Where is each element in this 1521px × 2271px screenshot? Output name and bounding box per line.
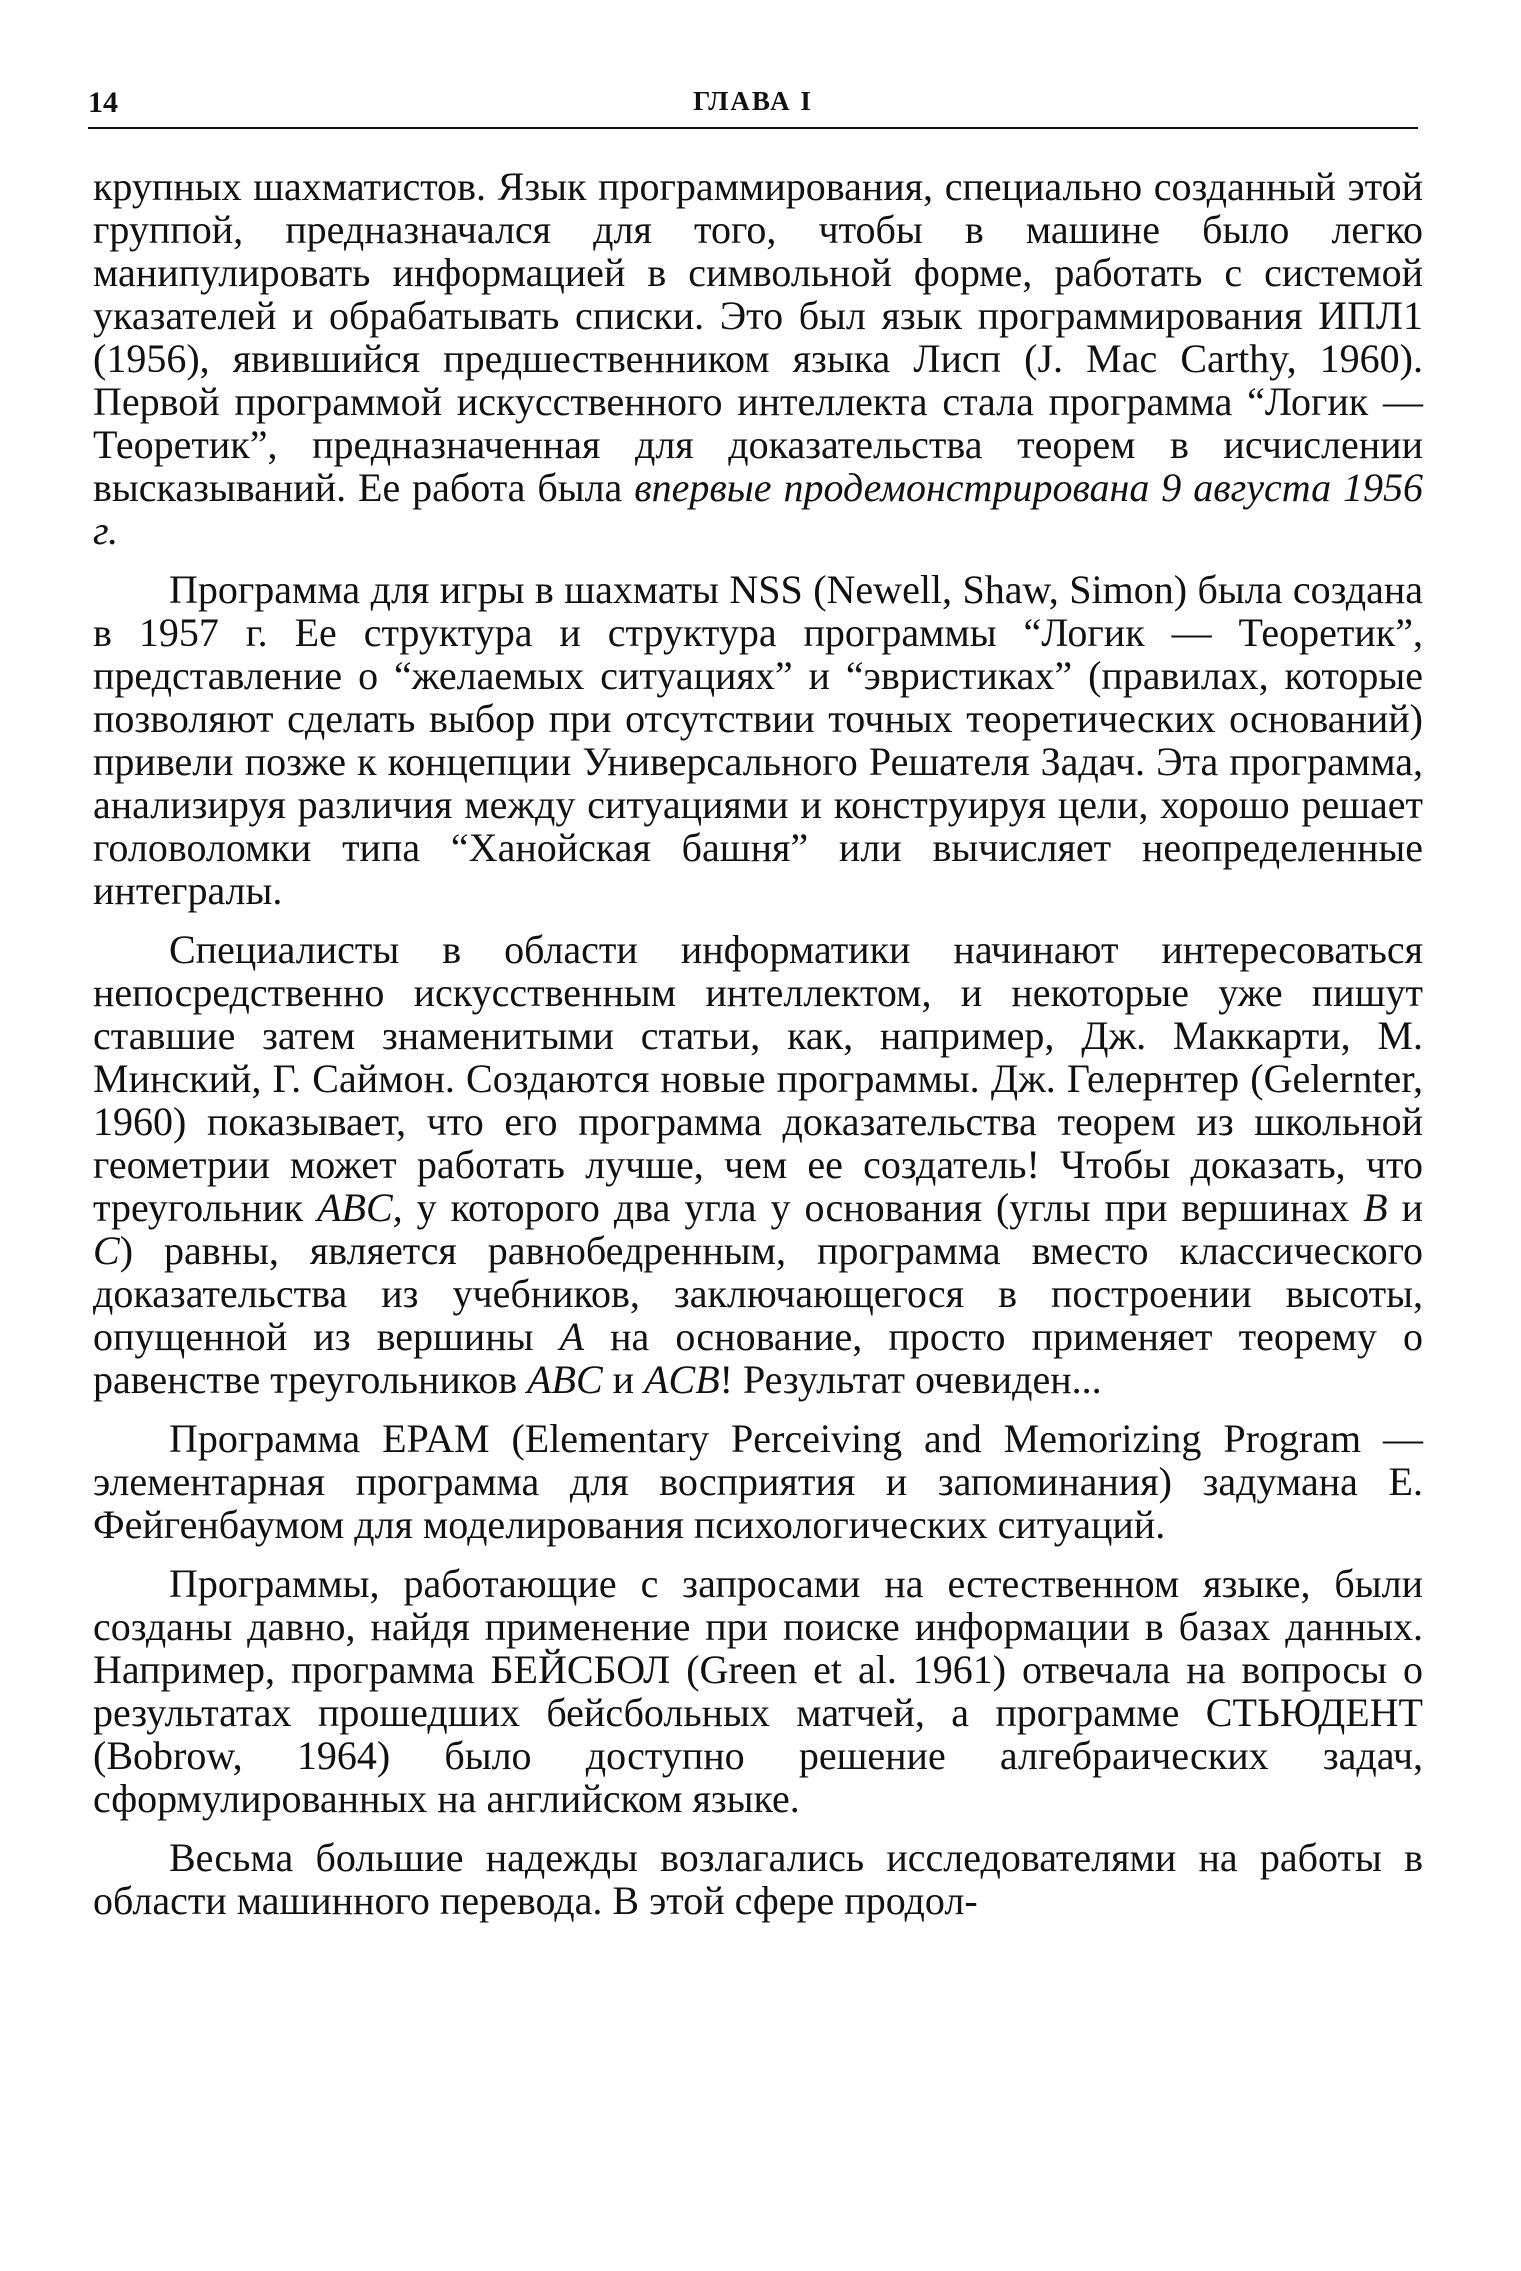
paragraph-5: Программы, работающие с запросами на естественном языке, были созданы давно, найдя применение при поиске информации в базах данных. Например, программа БЕЙСБОЛ (Green et al. 1961) отвечала на вопросы о результатах прошедших бейсбольных матчей, а программе СТЬЮДЕНТ (Bobrow, 1964) было доступно решение алгебраических задач, сформулированных на английском языке. <box>93 1561 1423 1821</box>
triangle-acb: ACB <box>644 1357 720 1402</box>
paragraph-1-italic: впервые продемонстрирована 9 августа 1956 г. <box>93 465 1423 553</box>
paragraph-3-text-6: и <box>602 1357 645 1402</box>
vertex-a: A <box>559 1314 585 1359</box>
paragraph-3-text-1: Специалисты в области информатики начинают интересоваться непосредственно искусственным интеллектом, и некоторые уже пишут ставшие затем знаменитыми статьи, как, например, Дж. Маккарти, М. Минский, Г. Саймон. Создаются новые программы. Дж. Гелернтер (Gelernter, 1960) показывает, что его программа доказательства теорем из школьной геометрии может работать лучше, чем ее создатель! Чтобы доказать, что треугольник <box>93 927 1423 1230</box>
page-number: 14 <box>88 86 118 119</box>
paragraph-2: Программа для игры в шахматы NSS (Newell, Shaw, Simon) была создана в 1957 г. Ее структура и структура программы “Логик — Теоретик”, представление о “желаемых ситуациях” и “эвристиках” (правилах, которые позволяют сделать выбор при отсутствии точных теоретических оснований) привели позже к концепции Универсального Решателя Задач. Эта программа, анализируя различия между ситуациями и конструируя цели, хорошо решает головоломки типа “Ханойская башня” или вычисляет неопределенные интегралы. <box>93 567 1423 913</box>
paragraph-6: Весьма большие надежды возлагались исследователями на работы в области машинного перевода. В этой сфере продол- <box>93 1835 1423 1923</box>
paragraph-1-text: крупных шахматистов. Язык программирования, специально созданный этой группой, предназначался для того, чтобы в машине было легко манипулировать информацией в символьной форме, работать с системой указателей и обрабатывать списки. Это был язык программирования ИПЛ1 (1956), явившийся предшественником языка Лисп (J. Mac Carthy, 1960). Первой программой искусственного интеллекта стала программа “Логик — Теоретик”, предназначенная для доказательства теорем в исчислении высказываний. Ее работа была <box>93 164 1423 510</box>
paragraph-1 <box>93 165 1423 552</box>
paragraph-3-text-4: ) равны, является равнобедренным, программа вместо классического доказательства из учебников, заключающегося в построении высоты, опущенной из вершины <box>93 1228 1423 1359</box>
paragraph-3-text-7: ! Результат очевиден... <box>719 1357 1102 1402</box>
vertex-c: C <box>93 1228 120 1273</box>
vertex-b: B <box>1363 1185 1388 1230</box>
chapter-running-head: ГЛАВА I <box>693 86 813 116</box>
paragraph-3-text-3: и <box>1387 1185 1424 1230</box>
paragraph-4: Программа EPAM (Elementary Perceiving and Memorizing Program — элементарная программа для восприятия и запоминания) задумана Е. Фейгенбаумом для моделирования психологических ситуаций. <box>93 1416 1423 1547</box>
triangle-abc-second: ABC <box>527 1357 603 1402</box>
paragraph-3 <box>93 928 1423 1401</box>
triangle-abc: ABC, <box>317 1185 403 1230</box>
page-header <box>88 86 1418 132</box>
paragraph-3-text-5: на основание, просто применяет теорему о равенстве треугольников <box>93 1314 1424 1402</box>
main-text <box>93 165 1423 1938</box>
paragraph-3-text-2: у которого два угла у основания (углы при вершинах <box>402 1185 1364 1230</box>
header-rule <box>88 127 1418 129</box>
